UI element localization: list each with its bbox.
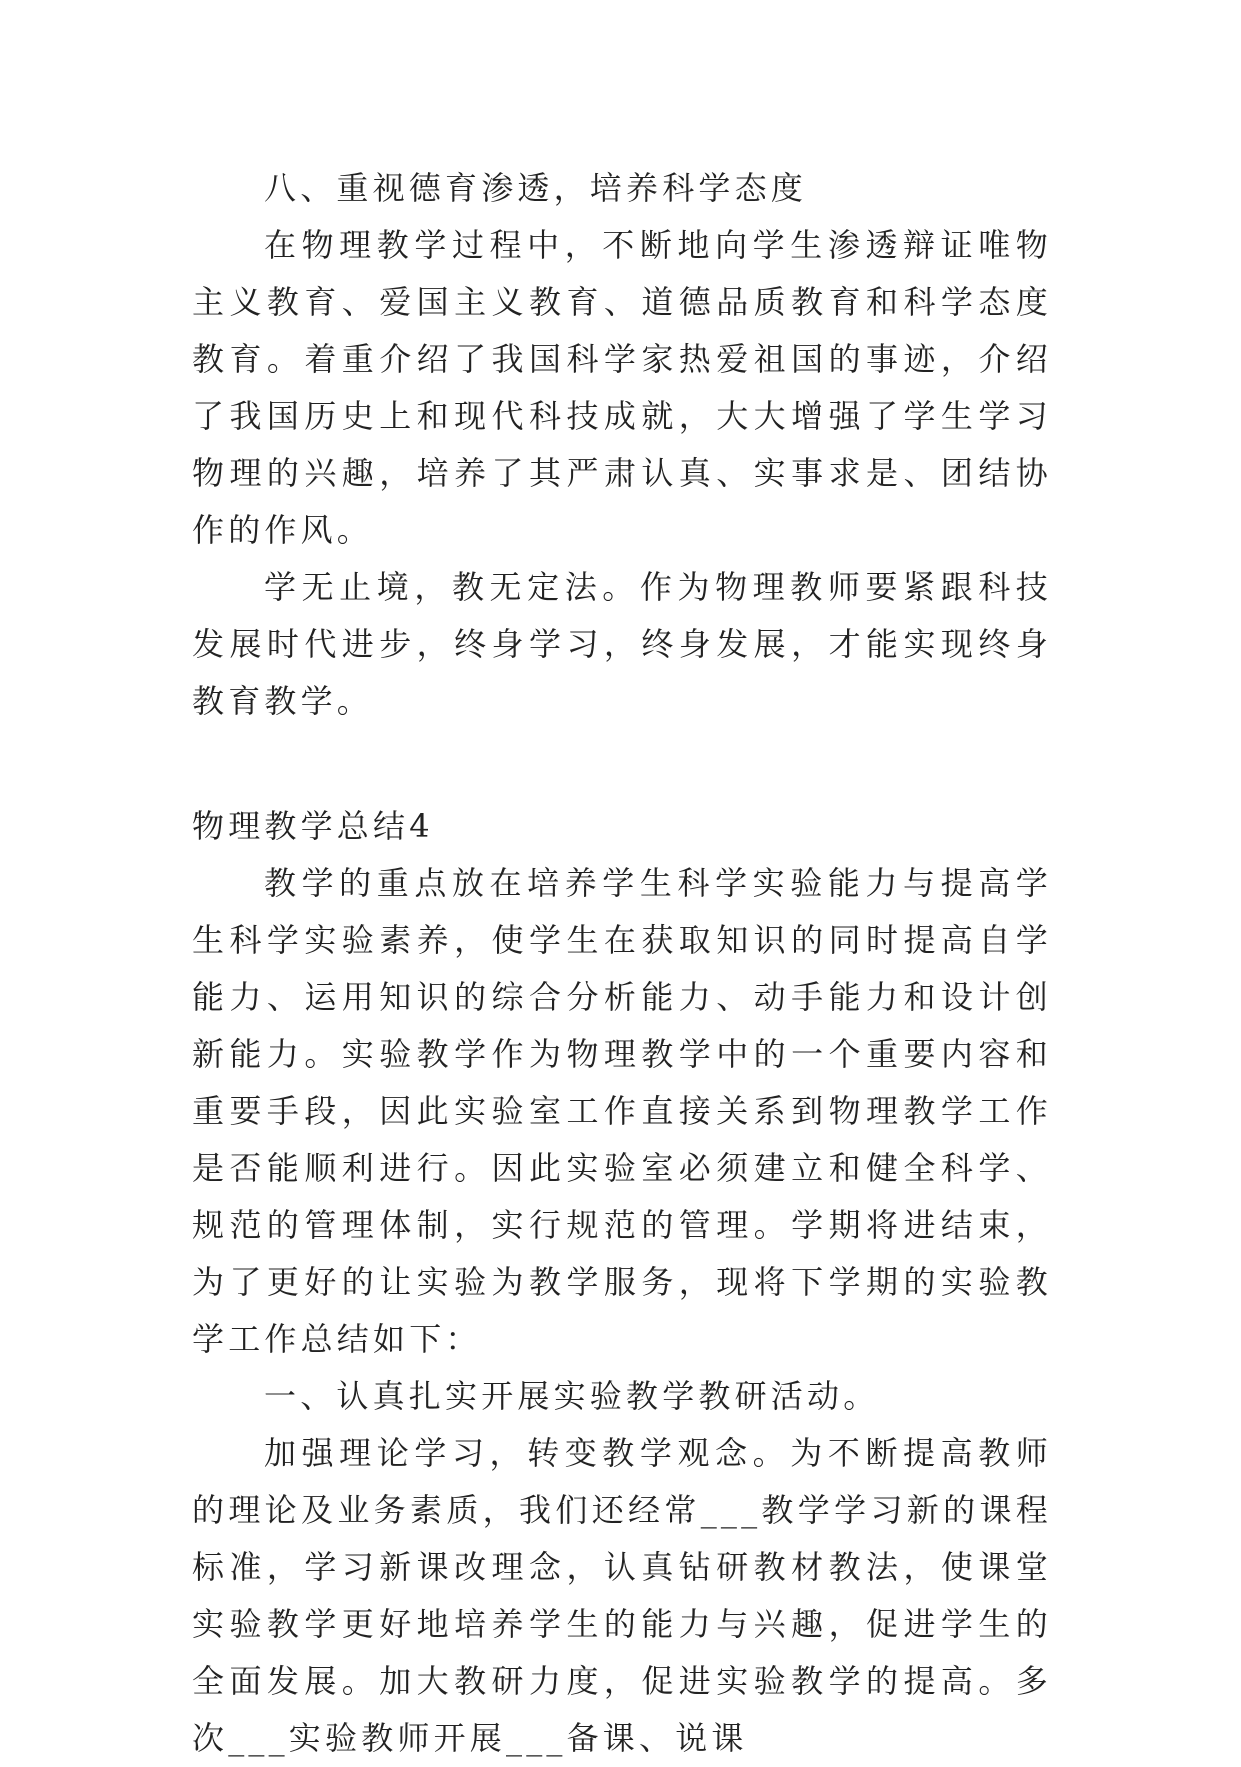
subheading-research-activities: 一、认真扎实开展实验教学教研活动。	[264, 1377, 880, 1415]
section-eight-heading: 八、重视德育渗透，培养科学态度	[264, 169, 808, 207]
paragraph-experiment-focus: 教学的重点放在培养学生科学实验能力与提高学生科学实验素养，使学生在获取知识的同时提高自学能力、运用知识的综合分析能力、动手能力和设计创新能力。实验教学作为物理教学中的一个重要内容和重要手段，因此实验室工作直接关系到物理教学工作是否能顺利进行。因此实验室必须建立和健全科学、规范的管理体制，实行规范的管理。学期将进结束，为了更好的让实验为教学服务，现将下学期的实验教学工作总结如下：	[192, 864, 1052, 1358]
section-title: 物理教学总结4	[192, 807, 434, 845]
paragraph-conclusion: 学无止境，教无定法。作为物理教师要紧跟科技发展时代进步，终身学习，终身发展，才能实现终身教育教学。	[192, 568, 1052, 720]
document-page	[192, 160, 1052, 1767]
paragraph-moral-education: 在物理教学过程中，不断地向学生渗透辩证唯物主义教育、爱国主义教育、道德品质教育和科学态度教育。着重介绍了我国科学家热爱祖国的事迹，介绍了我国历史上和现代科技成就，大大增强了学生学习物理的兴趣，培养了其严肃认真、实事求是、团结协作的作风。	[192, 226, 1052, 549]
paragraph-theory-study: 加强理论学习，转变教学观念。为不断提高教师的理论及业务素质，我们还经常___教学学习新的课程标准，学习新课改理念，认真钻研教材教法，使课堂实验教学更好地培养学生的能力与兴趣，促进学生的全面发展。加大教研力度，促进实验教学的提高。多次___实验教师开展___备课、说课	[192, 1434, 1052, 1757]
